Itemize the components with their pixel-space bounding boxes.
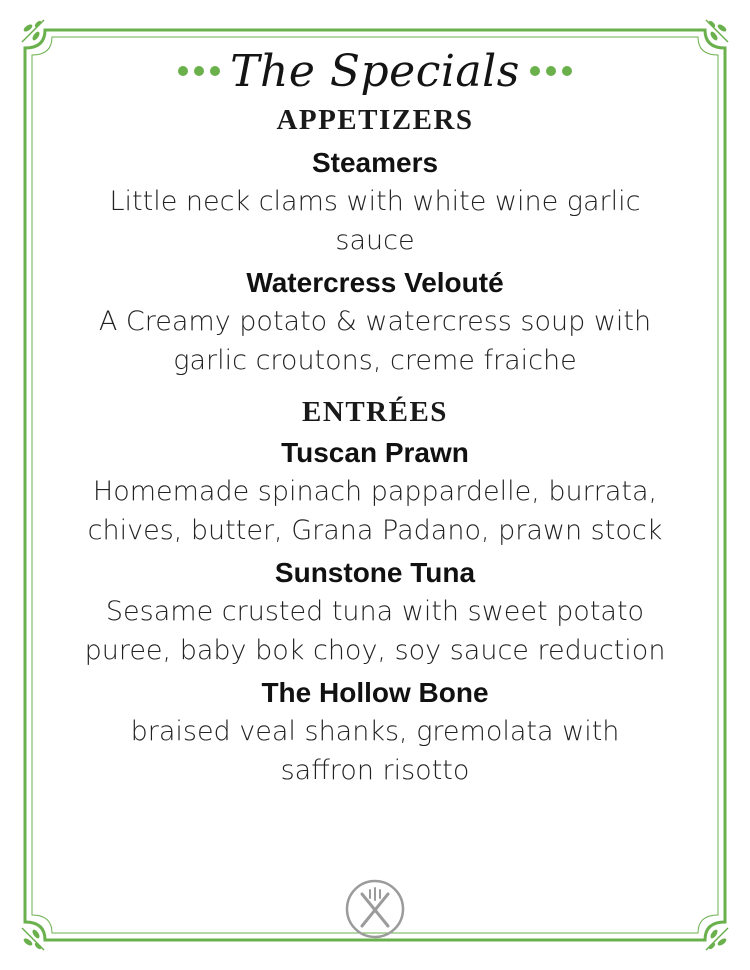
section-heading-appetizers: APPETIZERS xyxy=(276,104,474,136)
menu-item-description: Little neck clams with white wine garlic sauce xyxy=(109,186,641,256)
crossed-utensils-logo-icon xyxy=(344,878,406,940)
menu-item-name: Watercress Velouté xyxy=(246,267,504,298)
page-title: The Specials xyxy=(230,45,520,97)
corner-leaf-sprig-icon xyxy=(702,924,732,954)
menu-item-description: braised veal shanks, gremolata with saffron risotto xyxy=(130,716,620,786)
section-heading-entrees: ENTRÉES xyxy=(302,396,448,428)
menu-content xyxy=(40,30,710,790)
menu-item-description: A Creamy potato & watercress soup with garlic croutons, creme fraiche xyxy=(98,306,652,376)
menu-item-description: Sesame crusted tuna with sweet potato puree, baby bok choy, soy sauce reduction xyxy=(84,596,666,666)
menu-item-name: Tuscan Prawn xyxy=(281,437,469,468)
menu-item-name: Steamers xyxy=(311,147,439,178)
menu-item-description: Homemade spinach pappardelle, burrata, chives, butter, Grana Padano, prawn stock xyxy=(87,476,663,546)
menu-item-name: The Hollow Bone xyxy=(261,677,489,708)
right-dots-ornament xyxy=(530,66,572,76)
menu-item-name: Sunstone Tuna xyxy=(274,557,476,588)
corner-leaf-sprig-icon xyxy=(18,924,48,954)
left-dots-ornament xyxy=(178,66,220,76)
title-row xyxy=(40,30,710,112)
